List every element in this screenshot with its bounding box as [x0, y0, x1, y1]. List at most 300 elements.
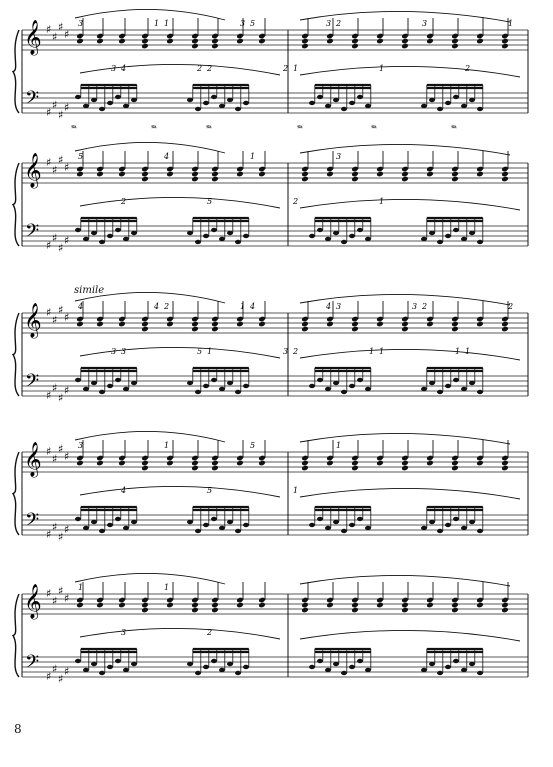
bass-note [131, 231, 137, 235]
treble-chord [401, 465, 409, 472]
bass-note [75, 378, 81, 382]
treble-chord [451, 171, 459, 178]
bass-note [445, 101, 451, 105]
fingering-number: 1 [379, 197, 385, 206]
bass-note [349, 101, 355, 105]
treble-chord [351, 38, 359, 45]
slur [300, 433, 510, 444]
key-signature-sharp: ♯ [58, 530, 64, 544]
treble-chord [96, 38, 104, 45]
bass-note [227, 520, 233, 524]
treble-chord [96, 460, 104, 467]
bass-note [115, 95, 121, 99]
fingering-number: 1 [369, 347, 375, 356]
bass-note [437, 240, 443, 244]
treble-chord [211, 171, 219, 178]
bass-note [195, 240, 201, 244]
bass-note [317, 659, 323, 663]
bass-note [203, 384, 209, 388]
treble-chord [236, 171, 244, 178]
treble-chord [401, 602, 409, 609]
slur [300, 144, 510, 155]
bass-note [99, 390, 105, 394]
expression-simile: simile [74, 285, 105, 296]
bass-note [99, 529, 105, 533]
treble-chord [96, 602, 104, 609]
key-signature-sharp: ♯ [52, 381, 58, 395]
bass-note [325, 526, 331, 530]
treble-chord [118, 460, 126, 467]
treble-chord [211, 176, 219, 183]
pedal-marking: 𝆮 [296, 124, 302, 134]
treble-chord [76, 602, 84, 609]
key-signature-sharp: ♯ [58, 391, 64, 405]
bass-note [365, 237, 371, 241]
fingering-number: 4 [250, 302, 256, 311]
treble-chord [76, 171, 84, 178]
treble-chord [426, 602, 434, 609]
treble-chord [451, 321, 459, 328]
treble-chord [236, 460, 244, 467]
bass-note [235, 107, 241, 111]
treble-chord [211, 321, 219, 328]
bass-note [317, 228, 323, 232]
treble-chord [191, 171, 199, 178]
treble-chord [401, 43, 409, 50]
key-signature-sharp: ♯ [52, 452, 58, 466]
key-signature-sharp: ♯ [64, 28, 70, 41]
treble-chord [451, 602, 459, 609]
bass-note [421, 668, 427, 672]
bass-note [341, 671, 347, 675]
slur [80, 64, 280, 75]
bass-note [83, 387, 89, 391]
treble-chord [211, 602, 219, 609]
fingering-number: 1 [240, 302, 246, 311]
key-signature-sharp: ♯ [58, 303, 64, 317]
treble-chord [211, 43, 219, 50]
treble-chord [118, 171, 126, 178]
treble-chord [501, 602, 509, 609]
bass-note [203, 665, 209, 669]
treble-chord [191, 326, 199, 333]
key-signature-sharp: ♯ [58, 442, 64, 456]
treble-chord [401, 607, 409, 614]
slur [75, 142, 225, 153]
bass-note [325, 237, 331, 241]
bass-note [453, 95, 459, 99]
fingering-number: 4 [326, 302, 332, 311]
bass-note [421, 237, 427, 241]
bass-note [83, 237, 89, 241]
bass-note [333, 381, 339, 385]
bass-note [195, 671, 201, 675]
bass-note [75, 659, 81, 663]
slur [80, 197, 280, 208]
bass-note [309, 384, 315, 388]
treble-chord [236, 602, 244, 609]
slur [300, 488, 520, 499]
fingering-number: 1 [508, 19, 514, 28]
bass-note [187, 98, 193, 102]
treble-clef: 𝄞 [24, 442, 42, 477]
bass-note [187, 231, 193, 235]
bass-note [341, 240, 347, 244]
fingering-number: 1 [379, 347, 385, 356]
key-signature-sharp: ♯ [52, 98, 58, 112]
bass-note [131, 381, 137, 385]
bass-note [203, 101, 209, 105]
bass-note [115, 228, 121, 232]
treble-chord [401, 460, 409, 467]
bass-note [461, 104, 467, 108]
pedal-marking: 𝆮 [205, 124, 211, 134]
key-signature-sharp: ♯ [64, 384, 70, 397]
treble-chord [141, 43, 149, 50]
key-signature-sharp: ♯ [46, 156, 52, 169]
treble-clef: 𝄞 [24, 20, 42, 55]
treble-chord [351, 602, 359, 609]
pedal-marking: 𝆮 [150, 124, 156, 134]
bass-note [107, 234, 113, 238]
treble-chord [191, 465, 199, 472]
key-signature-sharp: ♯ [52, 313, 58, 327]
bass-clef: 𝄢 [25, 371, 40, 396]
fingering-number: 3 [412, 302, 418, 311]
treble-chord [166, 171, 174, 178]
bass-note [437, 671, 443, 675]
treble-chord [258, 460, 266, 467]
fingering-number: 2 [207, 64, 213, 73]
bass-note [107, 523, 113, 527]
pedal-marking: 𝆮 [370, 124, 376, 134]
bass-note [107, 101, 113, 105]
bass-note [461, 668, 467, 672]
bass-note [83, 526, 89, 530]
key-signature-sharp: ♯ [52, 594, 58, 608]
treble-chord [451, 465, 459, 472]
bass-note [445, 384, 451, 388]
key-signature-sharp: ♯ [46, 445, 52, 458]
bass-note [317, 378, 323, 382]
treble-chord [258, 321, 266, 328]
key-signature-sharp: ♯ [46, 670, 52, 683]
fingering-number: 5 [78, 152, 84, 161]
bass-note [123, 104, 129, 108]
fingering-number: 3 [283, 347, 289, 356]
bass-note [123, 237, 129, 241]
treble-chord [451, 38, 459, 45]
treble-chord [141, 460, 149, 467]
treble-chord [258, 38, 266, 45]
bass-note [203, 523, 209, 527]
bass-note [477, 240, 483, 244]
key-signature-sharp: ♯ [64, 234, 70, 247]
key-signature-sharp: ♯ [46, 106, 52, 119]
bass-note [235, 529, 241, 533]
bass-note [203, 234, 209, 238]
bass-note [461, 526, 467, 530]
treble-chord [426, 321, 434, 328]
fingering-number: 2 [164, 302, 170, 311]
treble-chord [451, 176, 459, 183]
bass-note [235, 390, 241, 394]
bass-note [357, 517, 363, 521]
bass-clef: 𝄢 [25, 510, 40, 535]
key-signature-sharp: ♯ [64, 101, 70, 114]
fingering-number: 1 [164, 441, 170, 450]
treble-chord [351, 465, 359, 472]
bass-note [187, 520, 193, 524]
key-signature-sharp: ♯ [52, 163, 58, 177]
treble-chord [376, 171, 384, 178]
key-signature-sharp: ♯ [64, 450, 70, 463]
treble-chord [401, 176, 409, 183]
bass-clef: 𝄢 [25, 652, 40, 677]
treble-chord [301, 326, 309, 333]
bass-note [429, 381, 435, 385]
treble-chord [351, 43, 359, 50]
bass-note [437, 390, 443, 394]
treble-chord [258, 171, 266, 178]
key-signature-sharp: ♯ [58, 584, 64, 598]
slur [80, 486, 280, 497]
bass-note [187, 381, 193, 385]
treble-chord [501, 171, 509, 178]
bass-note [365, 387, 371, 391]
bass-note [219, 387, 225, 391]
treble-chord [401, 38, 409, 45]
bass-note [227, 381, 233, 385]
treble-chord [211, 465, 219, 472]
treble-chord [351, 321, 359, 328]
bass-note [429, 520, 435, 524]
bass-note [99, 240, 105, 244]
fingering-number: 4 [78, 302, 84, 311]
treble-chord [191, 176, 199, 183]
slur [300, 199, 520, 210]
fingering-number: 5 [250, 441, 256, 450]
system-3-brace [13, 313, 19, 396]
bass-note [469, 381, 475, 385]
bass-note [453, 659, 459, 663]
bass-note [75, 517, 81, 521]
fingering-number: 3 [78, 19, 84, 28]
treble-chord [141, 326, 149, 333]
bass-note [309, 665, 315, 669]
bass-clef: 𝄢 [25, 221, 40, 246]
treble-chord [301, 171, 309, 178]
slur [300, 11, 510, 22]
bass-note [429, 231, 435, 235]
key-signature-sharp: ♯ [46, 528, 52, 541]
treble-chord [166, 321, 174, 328]
bass-note [469, 231, 475, 235]
treble-clef: 𝄞 [24, 153, 42, 188]
fingering-number: 5 [207, 197, 213, 206]
bass-note [131, 520, 137, 524]
fingering-number: 2 [293, 197, 299, 206]
treble-chord [96, 171, 104, 178]
bass-note [317, 95, 323, 99]
treble-chord [351, 171, 359, 178]
bass-note [243, 101, 249, 105]
fingering-number: 2 [422, 302, 428, 311]
bass-note [461, 387, 467, 391]
treble-chord [376, 460, 384, 467]
treble-chord [476, 321, 484, 328]
bass-note [219, 104, 225, 108]
bass-note [211, 378, 217, 382]
treble-chord [401, 326, 409, 333]
bass-note [357, 659, 363, 663]
treble-chord [501, 465, 509, 472]
bass-note [325, 104, 331, 108]
bass-note [107, 665, 113, 669]
treble-chord [501, 176, 509, 183]
bass-note [107, 384, 113, 388]
fingering-number: 4 [121, 64, 127, 73]
treble-chord [476, 602, 484, 609]
treble-chord [326, 321, 334, 328]
treble-chord [376, 602, 384, 609]
bass-note [453, 228, 459, 232]
bass-note [317, 517, 323, 521]
treble-chord [141, 38, 149, 45]
bass-note [365, 668, 371, 672]
slur [300, 66, 520, 77]
fingering-number: 1 [164, 19, 170, 28]
key-signature-sharp: ♯ [64, 665, 70, 678]
bass-note [445, 234, 451, 238]
bass-note [219, 668, 225, 672]
key-signature-sharp: ♯ [64, 592, 70, 605]
treble-chord [191, 43, 199, 50]
bass-note [83, 668, 89, 672]
bass-note [91, 381, 97, 385]
bass-note [445, 665, 451, 669]
treble-chord [376, 321, 384, 328]
bass-note [341, 390, 347, 394]
treble-chord [258, 602, 266, 609]
bass-note [357, 378, 363, 382]
bass-clef: 𝄢 [25, 88, 40, 113]
system-4-brace [13, 452, 19, 535]
fingering-number: 1 [293, 64, 299, 73]
bass-note [123, 387, 129, 391]
key-signature-sharp: ♯ [46, 23, 52, 36]
fingering-number: 2 [207, 628, 213, 637]
bass-note [429, 662, 435, 666]
slur [80, 628, 280, 639]
treble-chord [96, 321, 104, 328]
treble-chord [301, 176, 309, 183]
bass-note [429, 98, 435, 102]
bass-note [333, 98, 339, 102]
treble-chord [426, 38, 434, 45]
system-2-brace [13, 163, 19, 246]
key-signature-sharp: ♯ [58, 108, 64, 122]
bass-note [243, 523, 249, 527]
fingering-number: 2 [293, 347, 299, 356]
bass-note [195, 107, 201, 111]
bass-note [91, 98, 97, 102]
bass-note [91, 231, 97, 235]
key-signature-sharp: ♯ [52, 520, 58, 534]
bass-note [477, 390, 483, 394]
treble-chord [401, 321, 409, 328]
treble-chord [451, 326, 459, 333]
treble-chord [326, 171, 334, 178]
treble-chord [476, 38, 484, 45]
key-signature-sharp: ♯ [52, 231, 58, 245]
treble-chord [141, 321, 149, 328]
bass-note [75, 95, 81, 99]
treble-chord [141, 607, 149, 614]
treble-chord [326, 460, 334, 467]
fingering-number: 3 [336, 152, 342, 161]
bass-note [235, 240, 241, 244]
treble-chord [301, 43, 309, 50]
bass-note [477, 529, 483, 533]
fingering-number: 1 [164, 583, 170, 592]
fingering-number: 1 [293, 486, 299, 495]
treble-chord [426, 460, 434, 467]
key-signature-sharp: ♯ [52, 30, 58, 44]
slur [300, 349, 520, 360]
bass-note [211, 95, 217, 99]
treble-chord [351, 176, 359, 183]
bass-note [99, 671, 105, 675]
fingering-number: 3 [422, 19, 428, 28]
bass-note [309, 234, 315, 238]
bass-note [219, 237, 225, 241]
bass-note [123, 668, 129, 672]
bass-note [349, 665, 355, 669]
treble-chord [118, 602, 126, 609]
fingering-number: 1 [250, 152, 256, 161]
bass-note [227, 98, 233, 102]
treble-chord [76, 321, 84, 328]
treble-chord [191, 321, 199, 328]
bass-note [437, 529, 443, 533]
fingering-number: 3 [121, 628, 127, 637]
fingering-number: 2 [465, 64, 471, 73]
bass-note [445, 523, 451, 527]
slur [300, 630, 520, 641]
treble-chord [118, 38, 126, 45]
bass-note [349, 523, 355, 527]
bass-note [195, 390, 201, 394]
system-5-brace [13, 594, 19, 677]
bass-note [187, 662, 193, 666]
bass-note [309, 523, 315, 527]
bass-note [461, 237, 467, 241]
treble-chord [501, 38, 509, 45]
treble-chord [351, 326, 359, 333]
fingering-number: 1 [154, 19, 160, 28]
key-signature-sharp: ♯ [52, 662, 58, 676]
treble-chord [351, 607, 359, 614]
bass-note [227, 662, 233, 666]
pedal-marking: 𝆮 [450, 124, 456, 134]
treble-chord [501, 321, 509, 328]
treble-chord [301, 460, 309, 467]
key-signature-sharp: ♯ [58, 153, 64, 167]
page-number: 8 [14, 722, 22, 736]
slur [75, 431, 225, 442]
bass-note [469, 98, 475, 102]
